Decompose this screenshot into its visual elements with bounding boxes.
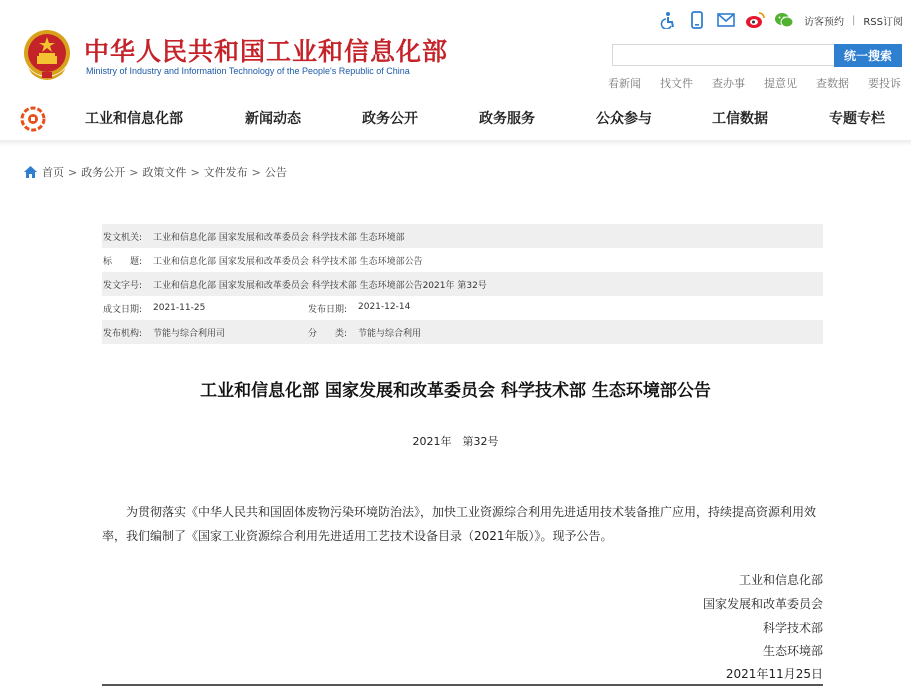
meta-date: 2021-11-25 — [153, 303, 206, 313]
mobile-icon[interactable] — [687, 10, 707, 30]
quick-link-news[interactable]: 看新闻 — [608, 77, 641, 90]
quick-link-complaint[interactable]: 要投诉 — [868, 77, 901, 90]
accessibility-icon[interactable] — [658, 10, 678, 30]
meta-org: 节能与综合利用司 — [153, 328, 226, 339]
sign-date: 2021年11月25日 — [725, 667, 823, 681]
main-nav — [0, 100, 911, 138]
article-title: 工业和信息化部 国家发展和改革委员会 科学技术部 生态环境部公告 — [200, 381, 711, 401]
meta-category-group — [307, 326, 421, 339]
meta-row-dates — [102, 296, 823, 320]
meta-label: 成文日期: — [103, 304, 143, 315]
nav-item-miit[interactable]: 工业和信息化部 — [85, 111, 183, 127]
breadcrumb-separator: > — [251, 165, 261, 179]
meta-row-title — [102, 248, 823, 272]
breadcrumb — [24, 164, 287, 180]
mail-icon[interactable] — [716, 10, 736, 30]
utility-separator: | — [851, 14, 856, 26]
site-title: 中华人民共和国工业和信息化部 — [84, 37, 449, 66]
meta-label: 发文字号: — [103, 280, 143, 291]
nav-item-public[interactable]: 公众参与 — [596, 111, 652, 127]
nav-item-data[interactable]: 工信数据 — [712, 111, 768, 127]
national-emblem-logo — [22, 28, 72, 82]
nav-item-news[interactable]: 新闻动态 — [245, 111, 301, 127]
search-input[interactable] — [612, 44, 834, 66]
nav-item-topics[interactable]: 专题专栏 — [829, 111, 885, 127]
meta-issuer: 工业和信息化部 国家发展和改革委员会 科学技术部 生态环境部 — [153, 232, 405, 243]
document-meta-table — [102, 224, 823, 344]
miit-logo-icon — [20, 106, 46, 132]
signatory: 科学技术部 — [762, 621, 823, 635]
meta-row-org — [102, 320, 823, 344]
breadcrumb-separator: > — [68, 165, 78, 179]
wechat-icon[interactable] — [774, 10, 794, 30]
breadcrumb-gov-affairs[interactable]: 政务公开 — [81, 166, 126, 179]
breadcrumb-separator: > — [129, 165, 139, 179]
meta-label: 标 题: — [103, 256, 143, 267]
meta-label: 发布日期: — [308, 304, 348, 315]
rss-link[interactable]: RSS订阅 — [863, 16, 903, 28]
weibo-icon[interactable] — [745, 10, 765, 30]
quick-link-services[interactable]: 查办事 — [712, 77, 745, 90]
quick-link-data[interactable]: 查数据 — [816, 77, 849, 90]
meta-publish-date: 2021-12-14 — [358, 301, 411, 312]
meta-category: 节能与综合利用 — [358, 328, 422, 339]
breadcrumb-separator: > — [190, 165, 200, 179]
quick-link-files[interactable]: 找文件 — [660, 77, 693, 90]
meta-label: 发文机关: — [103, 232, 143, 243]
breadcrumb-doc-release[interactable]: 文件发布 — [203, 166, 248, 179]
meta-label: 分 类: — [308, 328, 348, 339]
visitor-appointment-link[interactable]: 访客预约 — [803, 16, 844, 28]
breadcrumb-policy-docs[interactable]: 政策文件 — [142, 166, 187, 179]
search-button[interactable]: 统一搜索 — [834, 44, 902, 67]
home-icon[interactable] — [24, 166, 37, 178]
quick-link-feedback[interactable]: 提意见 — [764, 77, 797, 90]
meta-publish-group — [307, 302, 410, 315]
nav-divider — [0, 140, 911, 146]
signatory: 工业和信息化部 — [738, 573, 823, 587]
signatory: 国家发展和改革委员会 — [702, 597, 823, 611]
nav-item-gov-services[interactable]: 政务服务 — [479, 111, 535, 127]
meta-row-issuer — [102, 224, 823, 248]
breadcrumb-home[interactable]: 首页 — [42, 166, 64, 179]
signatory: 生态环境部 — [762, 644, 823, 658]
nav-item-gov-affairs[interactable]: 政务公开 — [362, 111, 418, 127]
site-subtitle: Ministry of Industry and Information Technology of the People's Republic of China — [86, 66, 410, 76]
article-number: 2021年 第32号 — [412, 435, 499, 448]
meta-label: 发布机构: — [103, 328, 143, 339]
meta-row-doc-no — [102, 272, 823, 296]
utility-bar — [649, 10, 903, 30]
quick-links — [589, 75, 901, 91]
article-body: 为贯彻落实《中华人民共和国固体废物污染环境防治法》，加快工业资源综合利用先进适用技术装备推广应用，持续提高资源利用效率，我们编制了《国家工业资源综合利用先进适用工艺技术设备目录（2021年版）》。现予公告。 — [102, 505, 817, 543]
breadcrumb-notice[interactable]: 公告 — [264, 166, 287, 179]
meta-doc-no: 工业和信息化部 国家发展和改革委员会 科学技术部 生态环境部公告2021年 第32号 — [153, 280, 487, 291]
meta-title: 工业和信息化部 国家发展和改革委员会 科学技术部 生态环境部公告 — [153, 256, 423, 267]
